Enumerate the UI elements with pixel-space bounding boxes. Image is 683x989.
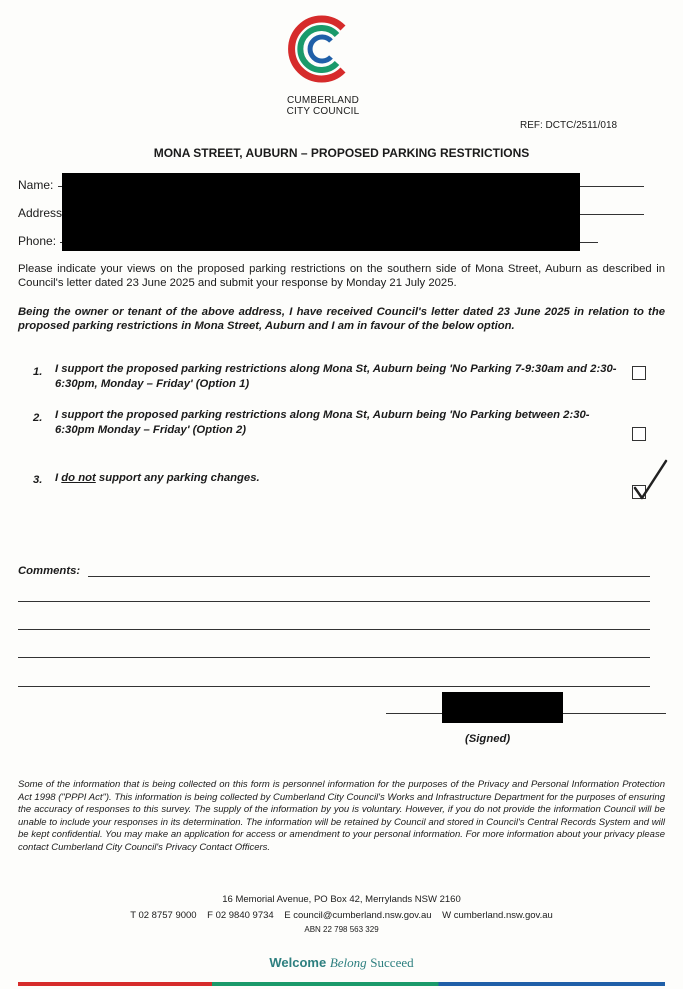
option-3-text-post: support any parking changes. xyxy=(95,472,260,484)
council-name-line1: CUMBERLAND xyxy=(286,95,359,106)
checkmark-icon xyxy=(630,458,670,503)
address-label: Address xyxy=(18,206,63,220)
option-2-number: 2. xyxy=(33,412,43,424)
privacy-notice: Some of the information that is being collected on this form is personnel information for the purposes of the Privacy and Personal Information Protection Act 1998 ("PPPI Act"). This information is being collected by Cumberland City Council's Works and Infrastructure Department for the purposes of ensuring the accuracy of responses to this survey. The supply of the information by you is voluntary. However, if you do not provide the information Council will be unable to include your responses in its determination. The information will be retained by Council and stored in Council's Central Records System and will be kept confidential. You may make an application for access or amendment to your personal information. For more information about your privacy please contact Cumberland City Council's Privacy Contact Officers. xyxy=(18,779,665,853)
comments-line-3[interactable] xyxy=(18,629,650,630)
comments-line-2[interactable] xyxy=(18,601,650,602)
intro-paragraph: Please indicate your views on the proposed parking restrictions on the southern side of Mona Street, Auburn as described in Council's letter dated 23 June 2025 and submit your response by Monday 21 July 2025. xyxy=(18,263,665,289)
slogan-belong: Belong xyxy=(329,955,367,970)
footer-abn: ABN 22 798 563 329 xyxy=(304,925,379,934)
page-title: MONA STREET, AUBURN – PROPOSED PARKING RESTRICTIONS xyxy=(153,146,530,160)
option-3-text-underlined: do not xyxy=(61,472,96,484)
option-3-text-pre: I xyxy=(55,472,62,484)
redaction-block xyxy=(62,173,580,251)
footer-contacts: T 02 8757 9000 F 02 9840 9734 E council@cumberland.nsw.gov.au W cumberland.nsw.gov.au xyxy=(130,910,553,921)
option-3-number: 3. xyxy=(33,474,43,486)
slogan-welcome: Welcome xyxy=(269,955,327,970)
slogan-succeed: Succeed xyxy=(370,955,414,970)
comments-line-5[interactable] xyxy=(18,686,650,687)
comments-line-4[interactable] xyxy=(18,657,650,658)
option-1-number: 1. xyxy=(33,366,43,378)
option-2-text: I support the proposed parking restrictions along Mona St, Auburn being 'No Parking between 2:30-6:30pm Monday – Friday' (Option 2) xyxy=(55,409,590,436)
phone-label: Phone: xyxy=(18,234,57,248)
footer-color-bar xyxy=(18,982,665,986)
name-label: Name: xyxy=(18,178,54,192)
footer-address: 16 Memorial Avenue, PO Box 42, Merrylands NSW 2160 xyxy=(222,894,461,905)
option-3-text xyxy=(55,471,620,486)
cumberland-c-logo-icon xyxy=(286,14,356,84)
signature-redaction xyxy=(442,692,563,723)
option-1-checkbox[interactable] xyxy=(632,366,646,380)
footer-slogan xyxy=(0,955,683,971)
council-name xyxy=(268,95,378,117)
comments-field[interactable] xyxy=(88,576,650,577)
reference-number: REF: DCTC/2511/018 xyxy=(520,120,618,131)
council-name-line2: CITY COUNCIL xyxy=(286,106,360,117)
comments-label: Comments: xyxy=(18,565,81,577)
statement-paragraph: Being the owner or tenant of the above address, I have received Council's letter dated 23 June 2025 in relation to the proposed parking restrictions in Mona Street, Auburn and I am in favour of the below option. xyxy=(18,306,665,332)
option-2-checkbox[interactable] xyxy=(632,427,646,441)
signed-label: (Signed) xyxy=(465,733,511,745)
option-1-text: I support the proposed parking restrictions along Mona St, Auburn being 'No Parking 7-9:30am and 2:30-6:30pm, Monday – Friday' (Option 1) xyxy=(55,363,617,390)
